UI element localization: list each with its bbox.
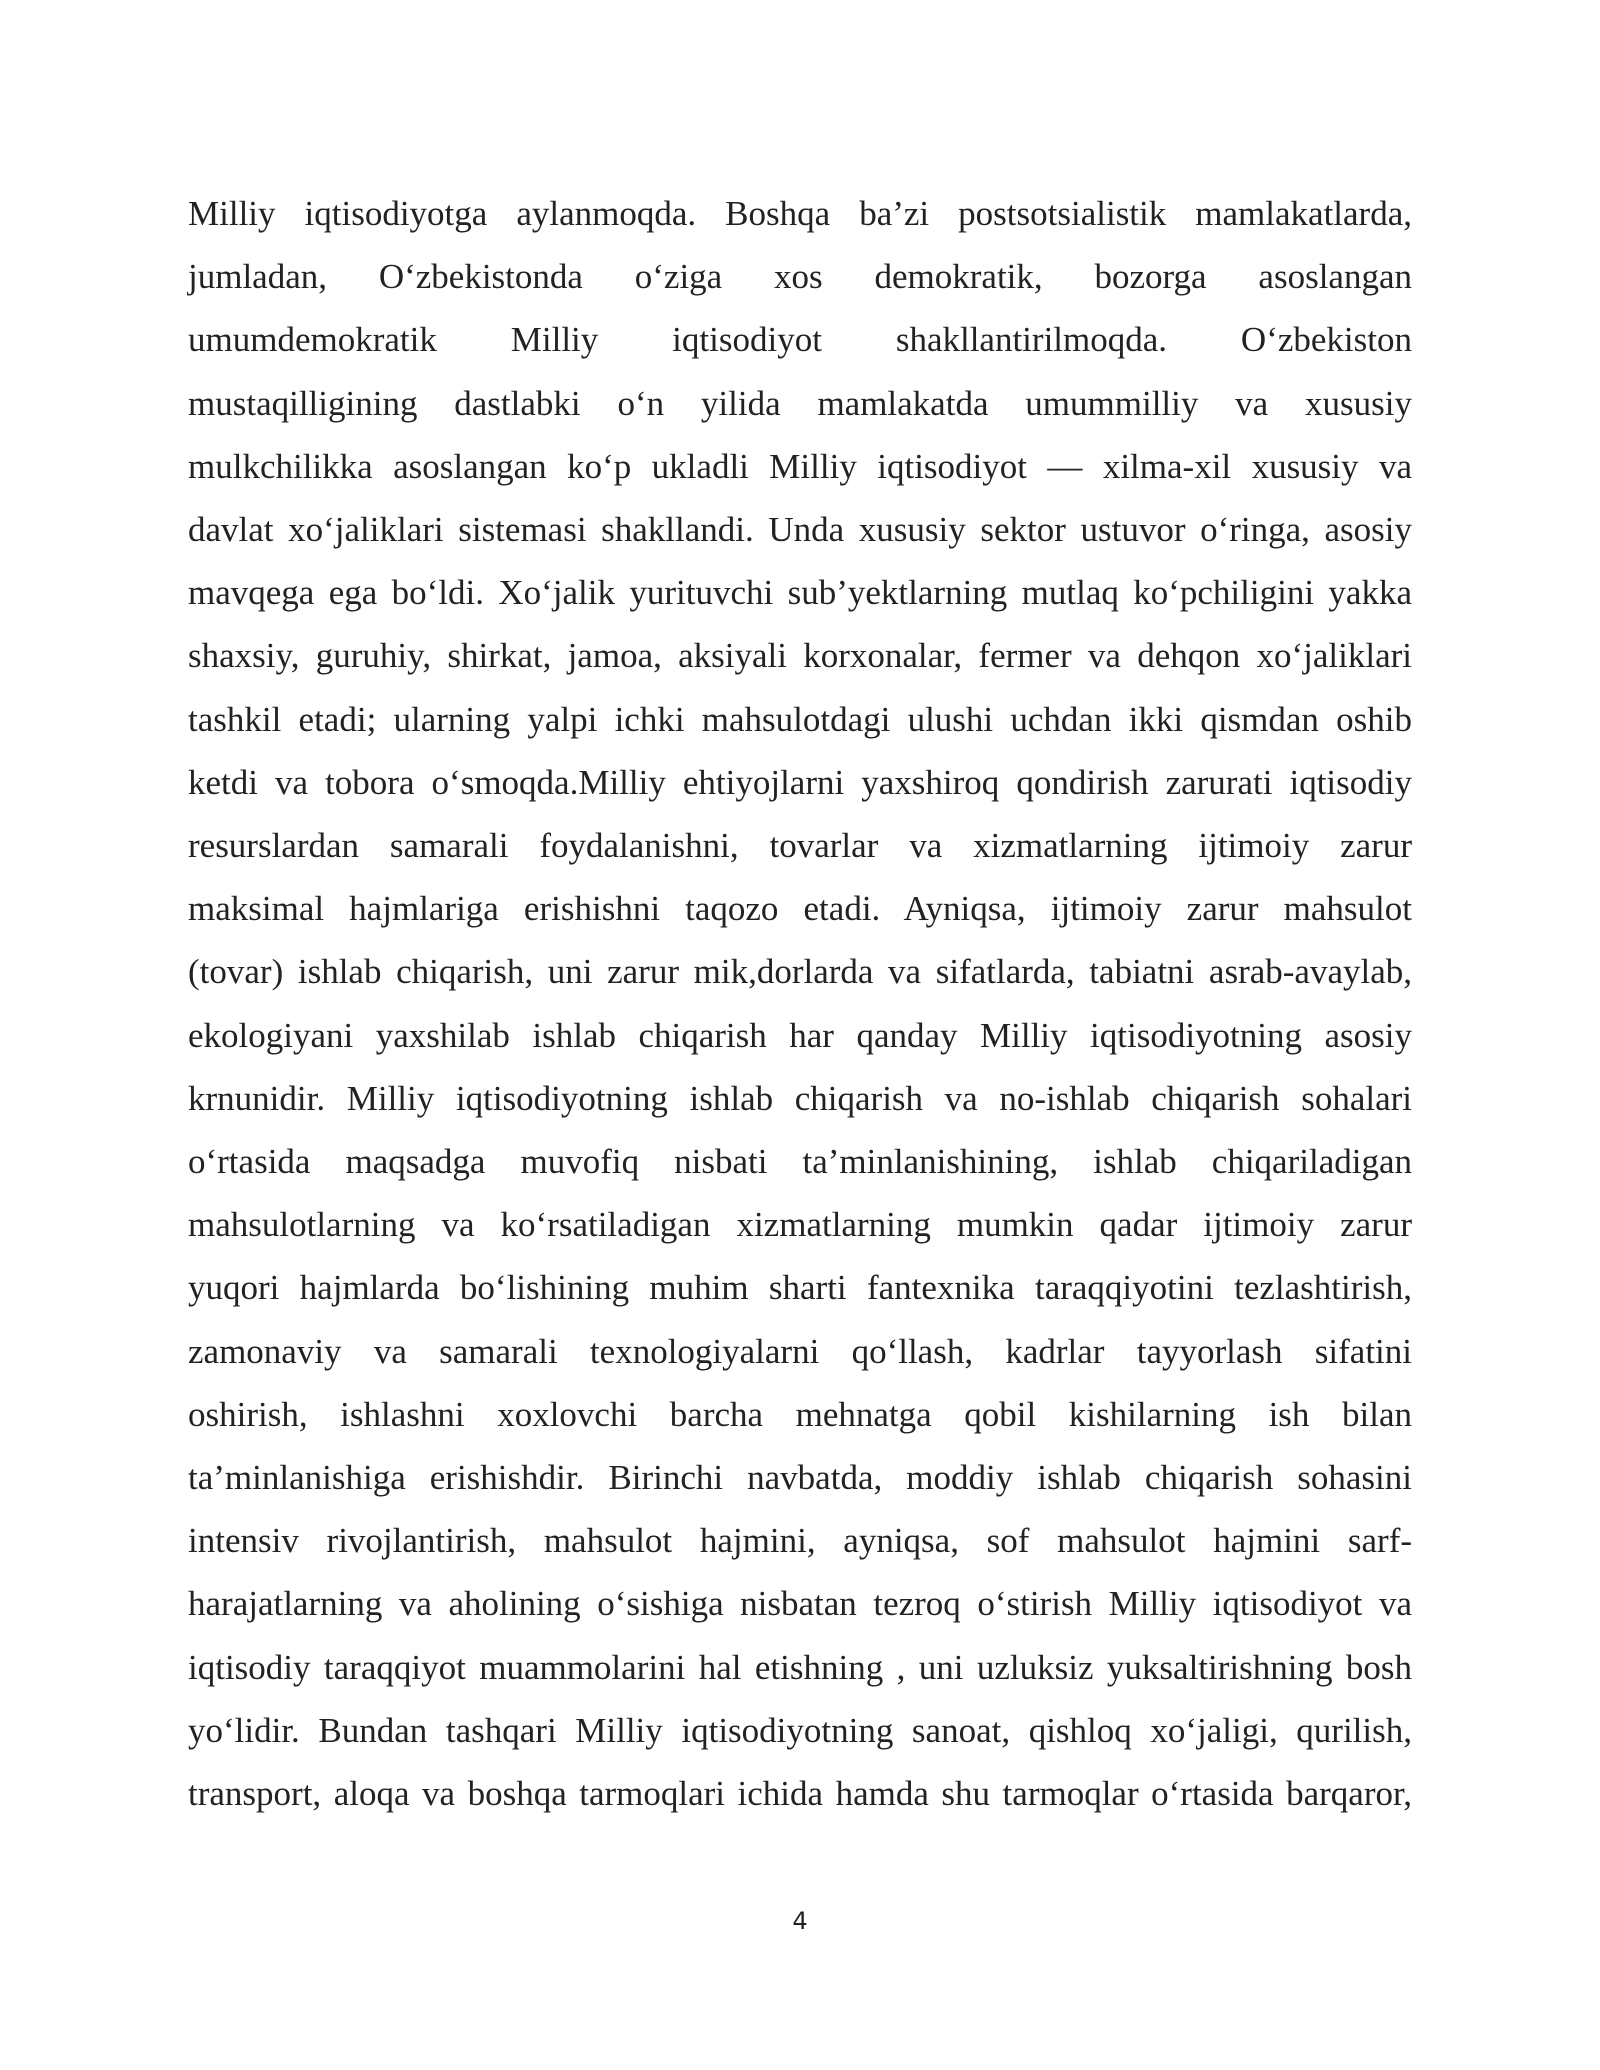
- text-line: mahsulotlarning va ko‘rsatiladigan xizmatlarning mumkin qadar ijtimoiy zarur: [188, 1205, 1412, 1245]
- text-line: Milliy iqtisodiyotga aylanmoqda. Boshqa ba’zi postsotsialistik mamlakatlarda,: [188, 194, 1412, 233]
- text-line: mavqega ega bo‘ldi. Xo‘jalik yurituvchi sub’yektlarning mutlaq ko‘pchiligini yakka: [188, 573, 1412, 613]
- text-line: o‘rtasida maqsadga muvofiq nisbati ta’minlanishining, ishlab chiqariladigan: [188, 1142, 1412, 1182]
- text-line: ta’minlanishiga erishishdir. Birinchi navbatda, moddiy ishlab chiqarish sohasini: [188, 1458, 1412, 1498]
- text-line: shaxsiy, guruhiy, shirkat, jamoa, aksiyali korxonalar, fermer va dehqon xo‘jaliklari: [188, 636, 1412, 676]
- text-line: maksimal hajmlariga erishishni taqozo etadi. Ayniqsa, ijtimoiy zarur mahsulot: [188, 889, 1412, 929]
- text-line: harajatlarning va aholining o‘sishiga nisbatan tezroq o‘stirish Milliy iqtisodiyot va: [188, 1584, 1412, 1624]
- text-line: oshirish, ishlashni xoxlovchi barcha mehnatga qobil kishilarning ish bilan: [188, 1394, 1412, 1434]
- body-paragraph: [188, 182, 1412, 1825]
- text-line: umumdemokratik Milliy iqtisodiyot shakllantirilmoqda. O‘zbekiston: [188, 320, 1412, 360]
- text-line: ekologiyani yaxshilab ishlab chiqarish har qanday Milliy iqtisodiyotning asosiy: [188, 1015, 1412, 1055]
- text-line: ketdi va tobora o‘smoqda.Milliy ehtiyojlarni yaxshiroq qondirish zarurati iqtisodiy: [188, 762, 1412, 802]
- text-line: transport, aloqa va boshqa tarmoqlari ichida hamda shu tarmoqlar o‘rtasida barqaror,: [188, 1774, 1412, 1814]
- text-line: yuqori hajmlarda bo‘lishining muhim sharti fantexnika taraqqiyotini tezlashtirish,: [188, 1268, 1412, 1308]
- text-line: resurslardan samarali foydalanishni, tovarlar va xizmatlarning ijtimoiy zarur: [188, 826, 1412, 866]
- text-line: davlat xo‘jaliklari sistemasi shakllandi. Unda xususiy sektor ustuvor o‘ringa, asosiy: [188, 510, 1412, 550]
- text-line: tashkil etadi; ularning yalpi ichki mahsulotdagi ulushi uchdan ikki qismdan oshib: [188, 699, 1412, 739]
- text-line: mulkchilikka asoslangan ko‘p ukladli Milliy iqtisodiyot — xilma-xil xususiy va: [188, 446, 1412, 486]
- text-line: zamonaviy va samarali texnologiyalarni qo‘llash, kadrlar tayyorlash sifatini: [188, 1331, 1412, 1371]
- text-line: iqtisodiy taraqqiyot muammolarini hal etishning , uni uzluksiz yuksaltirishning bosh: [188, 1647, 1412, 1687]
- text-line: mustaqilligining dastlabki o‘n yilida mamlakatda umummilliy va xususiy: [188, 383, 1412, 423]
- text-line: intensiv rivojlantirish, mahsulot hajmini, ayniqsa, sof mahsulot hajmini sarf-: [188, 1521, 1412, 1561]
- text-line: yo‘lidir. Bundan tashqari Milliy iqtisodiyotning sanoat, qishloq xo‘jaligi, qurilish,: [188, 1710, 1412, 1750]
- text-line: jumladan, O‘zbekistonda o‘ziga xos demokratik, bozorga asoslangan: [188, 257, 1412, 297]
- text-line: (tovar) ishlab chiqarish, uni zarur mik,dorlarda va sifatlarda, tabiatni asrab-avaylab,: [188, 952, 1412, 992]
- text-line: krnunidir. Milliy iqtisodiyotning ishlab chiqarish va no-ishlab chiqarish sohalari: [188, 1078, 1412, 1118]
- page-number: 4: [792, 1907, 808, 1935]
